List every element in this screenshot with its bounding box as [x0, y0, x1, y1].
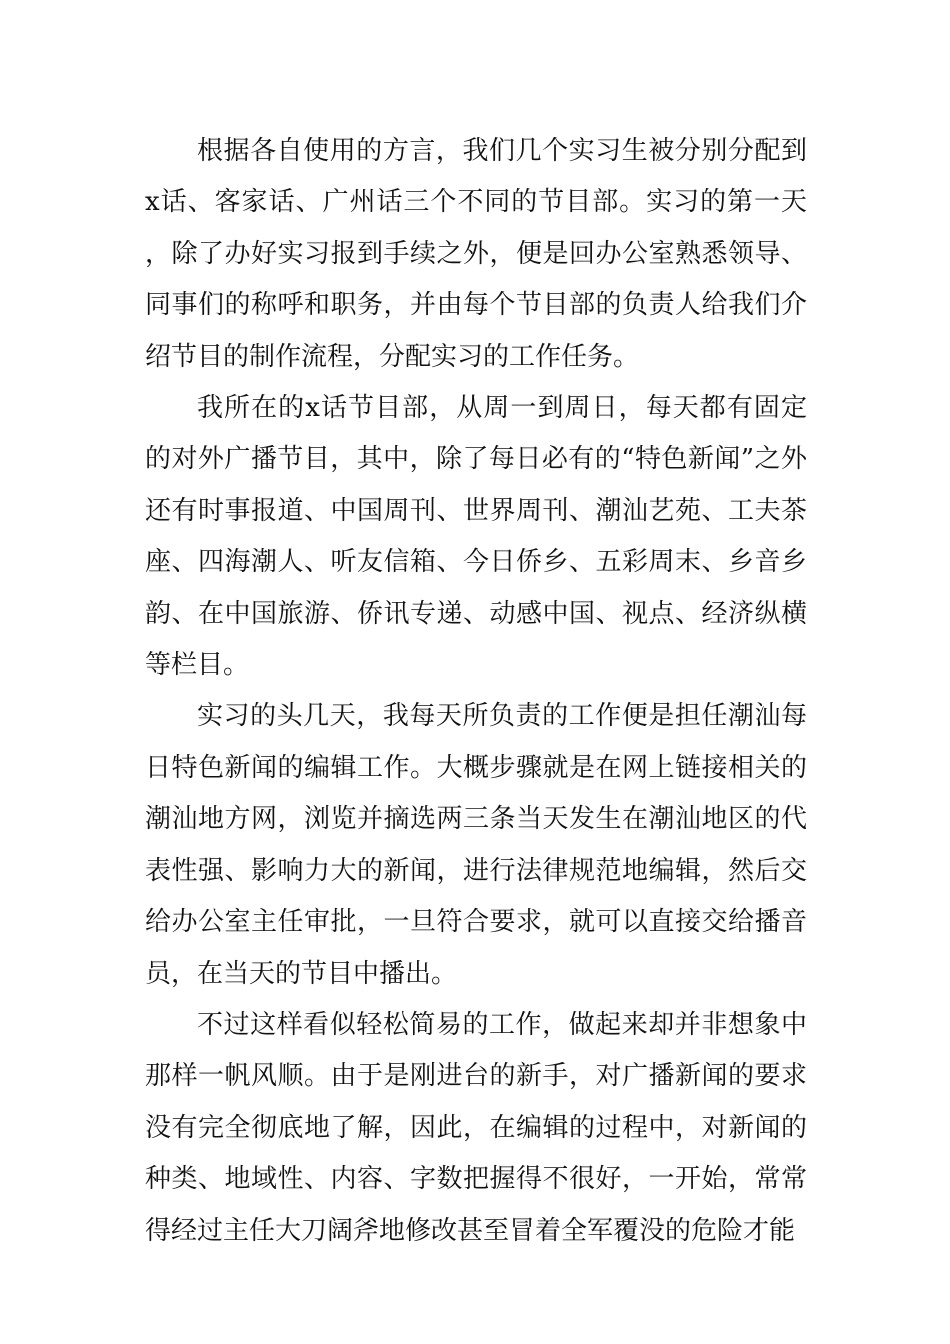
paragraph-3: 实习的头几天，我每天所负责的工作便是担任潮汕每日特色新闻的编辑工作。大概步骤就是在网上链接相关的潮汕地方网，浏览并摘选两三条当天发生在潮汕地区的代表性强、影响力大的新闻，进行法律规范地编辑，然后交给办公室主任审批，一旦符合要求，就可以直接交给播音员，在当天的节目中播出。 — [145, 701, 807, 989]
document-body — [145, 126, 807, 1257]
paragraph-2: 我所在的x话节目部，从周一到周日，每天都有固定的对外广播节目，其中，除了每日必有的“特色新闻”之外还有时事报道、中国周刊、世界周刊、潮汕艺苑、工夫茶座、四海潮人、听友信箱、今日侨乡、五彩周末、乡音乡韵、在中国旅游、侨讯专递、动感中国、视点、经济纵横等栏目。 — [145, 393, 807, 681]
paragraph-4: 不过这样看似轻松简易的工作，做起来却并非想象中那样一帆风顺。由于是刚进台的新手，对广播新闻的要求没有完全彻底地了解，因此，在编辑的过程中，对新闻的种类、地域性、内容、字数把握得不很好，一开始，常常得经过主任大刀阔斧地修改甚至冒着全军覆没的危险才能 — [145, 1009, 807, 1246]
paragraph-1: 根据各自使用的方言，我们几个实习生被分别分配到x话、客家话、广州话三个不同的节目部。实习的第一天，除了办好实习报到手续之外，便是回办公室熟悉领导、同事们的称呼和职务，并由每个节目部的负责人给我们介绍节目的制作流程，分配实习的工作任务。 — [145, 136, 807, 372]
